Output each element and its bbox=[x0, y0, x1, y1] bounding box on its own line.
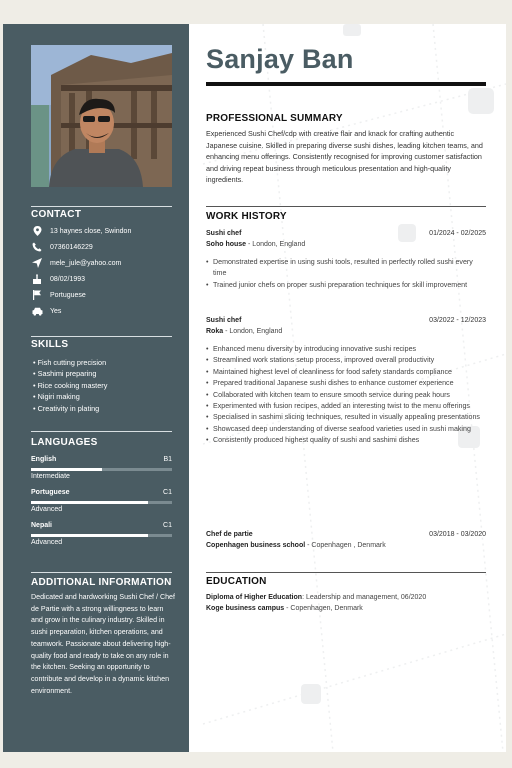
summary-title: PROFESSIONAL SUMMARY bbox=[206, 113, 343, 124]
education-degree bbox=[206, 594, 426, 601]
language-name: English bbox=[31, 456, 57, 463]
contact-phone bbox=[31, 241, 93, 253]
language-name: Nepali bbox=[31, 522, 53, 529]
job-title: Sushi chef bbox=[206, 317, 242, 324]
contact-email-text: mele_jule@yahoo.com bbox=[50, 259, 122, 267]
job-bullet: • Streamlined work stations setup process, improved overall productivity bbox=[206, 355, 484, 366]
contact-nationality bbox=[31, 289, 86, 301]
name-underline bbox=[206, 82, 486, 86]
skill-item: • Fish cutting precision bbox=[33, 358, 107, 367]
job-location: London, England bbox=[252, 241, 306, 248]
additional-text: Dedicated and hardworking Sushi Chef / Chef de Partie with a strong willingness to learn and grow in the culinary industry. Skilled in sushi preparation, kitchen operations, and teamwork. Passionate about delivering high-quality food and ready to take on any role in the kitchen. Seeking an opportunity to contribute and develop in a dynamic kitchen environment. bbox=[31, 593, 175, 695]
language-level: C1 bbox=[163, 522, 172, 529]
language-progress-fill bbox=[31, 468, 102, 471]
job-employer-name: Soho house bbox=[206, 241, 247, 248]
language-progress-bar bbox=[31, 534, 172, 537]
skill-item: • Rice cooking mastery bbox=[33, 381, 108, 390]
education-school-location: - Copenhagen, Denmark bbox=[284, 605, 363, 612]
skill-item: • Sashimi preparing bbox=[33, 369, 97, 378]
job-location: London, England bbox=[229, 328, 283, 335]
contact-birthdate bbox=[31, 273, 85, 285]
candidate-name: Sanjay Ban bbox=[206, 44, 354, 74]
job-employer-name: Copenhagen business school bbox=[206, 542, 306, 549]
language-description: Advanced bbox=[31, 539, 63, 546]
skills-title: SKILLS bbox=[31, 339, 69, 350]
contact-phone-text: 07360146229 bbox=[50, 243, 93, 251]
language-progress-fill bbox=[31, 534, 148, 537]
contact-driving-licence bbox=[31, 305, 61, 317]
job-location: Copenhagen , Denmark bbox=[311, 542, 386, 549]
job-bullet: • Showcased deep understanding of diverse seafood varieties used in sushi making bbox=[206, 424, 484, 435]
job-bullet: • Specialised in sashimi slicing techniques, resulted in visually appealing presentations bbox=[206, 412, 484, 423]
phone-icon bbox=[31, 241, 43, 253]
summary-text: Experienced Sushi Chef/cdp with creative flair and knack for crafting authentic Japanese cuisine. Skilled in preparing diverse sushi dishes, leading kitchen teams, and enhancing menu offerings. Consistently recognised for improving customer satisfaction and driving repeat business through meticulous presentation and high-quality ingredients. bbox=[206, 129, 483, 185]
language-progress-fill bbox=[31, 501, 148, 504]
work-title: WORK HISTORY bbox=[206, 211, 287, 222]
send-icon bbox=[31, 257, 43, 269]
job-dates: 01/2024 - 02/2025 bbox=[429, 230, 486, 237]
job-title: Sushi chef bbox=[206, 230, 242, 237]
job-bullet: • Trained junior chefs on proper sushi preparation techniques for skill improvement bbox=[206, 280, 484, 291]
language-progress-bar bbox=[31, 501, 172, 504]
additional-divider bbox=[31, 572, 172, 573]
cake-icon bbox=[31, 273, 43, 285]
languages-divider bbox=[31, 431, 172, 432]
contact-divider bbox=[31, 206, 172, 207]
language-name: Portuguese bbox=[31, 489, 70, 496]
education-degree-detail: : Leadership and management, 06/2020 bbox=[302, 594, 427, 601]
job-bullets bbox=[206, 344, 484, 447]
car-icon bbox=[31, 305, 43, 317]
contact-title: CONTACT bbox=[31, 209, 82, 220]
job-dates: 03/2022 - 12/2023 bbox=[429, 317, 486, 324]
job-bullet: • Maintained highest level of cleanliness for food safety standards compliance bbox=[206, 367, 484, 378]
languages-title: LANGUAGES bbox=[31, 437, 98, 448]
contact-address-text: 13 haynes close, Swindon bbox=[50, 227, 132, 235]
skills-divider bbox=[31, 336, 172, 337]
language-description: Intermediate bbox=[31, 473, 70, 480]
job-bullet: • Prepared traditional Japanese sushi dishes to enhance customer experience bbox=[206, 378, 484, 389]
education-school-name: Koge business campus bbox=[206, 605, 285, 612]
language-progress-bar bbox=[31, 468, 172, 471]
job-employer: Soho house - London, England bbox=[206, 241, 306, 248]
contact-birthdate-text: 08/02/1993 bbox=[50, 275, 86, 283]
contact-nationality-text: Portuguese bbox=[50, 291, 86, 299]
job-title: Chef de partie bbox=[206, 531, 253, 538]
photo-illustration bbox=[31, 45, 172, 187]
education-title: EDUCATION bbox=[206, 576, 267, 587]
sidebar bbox=[3, 24, 189, 752]
language-level: C1 bbox=[163, 489, 172, 496]
job-employer: Roka - London, England bbox=[206, 328, 283, 335]
job-bullet: • Enhanced menu diversity by introducing innovative sushi recipes bbox=[206, 344, 484, 355]
job-bullet: • Collaborated with kitchen team to ensure smooth service during peak hours bbox=[206, 390, 484, 401]
job-bullet: • Consistently produced highest quality of sushi and sashimi dishes bbox=[206, 435, 484, 446]
contact-email bbox=[31, 257, 121, 269]
profile-photo bbox=[31, 45, 172, 187]
contact-address bbox=[31, 225, 131, 237]
work-divider bbox=[206, 206, 486, 207]
resume-page bbox=[3, 24, 506, 752]
education-divider bbox=[206, 572, 486, 573]
language-level: B1 bbox=[163, 456, 172, 463]
education-school bbox=[206, 605, 363, 612]
education-degree-name: Diploma of Higher Education bbox=[206, 594, 303, 601]
contact-driving-licence-text: Yes bbox=[50, 307, 62, 315]
job-bullets bbox=[206, 257, 484, 291]
language-description: Advanced bbox=[31, 506, 63, 513]
job-employer: Copenhagen business school - Copenhagen , Denmark bbox=[206, 542, 386, 549]
job-employer-name: Roka bbox=[206, 328, 224, 335]
job-bullet: • Demonstrated expertise in using sushi tools, resulted in perfectly rolled sushi every time bbox=[206, 257, 484, 280]
skill-item: • Creativity in plating bbox=[33, 404, 100, 413]
skill-item: • Nigiri making bbox=[33, 392, 80, 401]
job-dates: 03/2018 - 03/2020 bbox=[429, 531, 486, 538]
flag-icon bbox=[31, 289, 43, 301]
job-bullet: • Experimented with fusion recipes, added an interesting twist to the menu offerings bbox=[206, 401, 484, 412]
map-pin-icon bbox=[31, 225, 43, 237]
additional-title: ADDITIONAL INFORMATION bbox=[31, 577, 172, 588]
